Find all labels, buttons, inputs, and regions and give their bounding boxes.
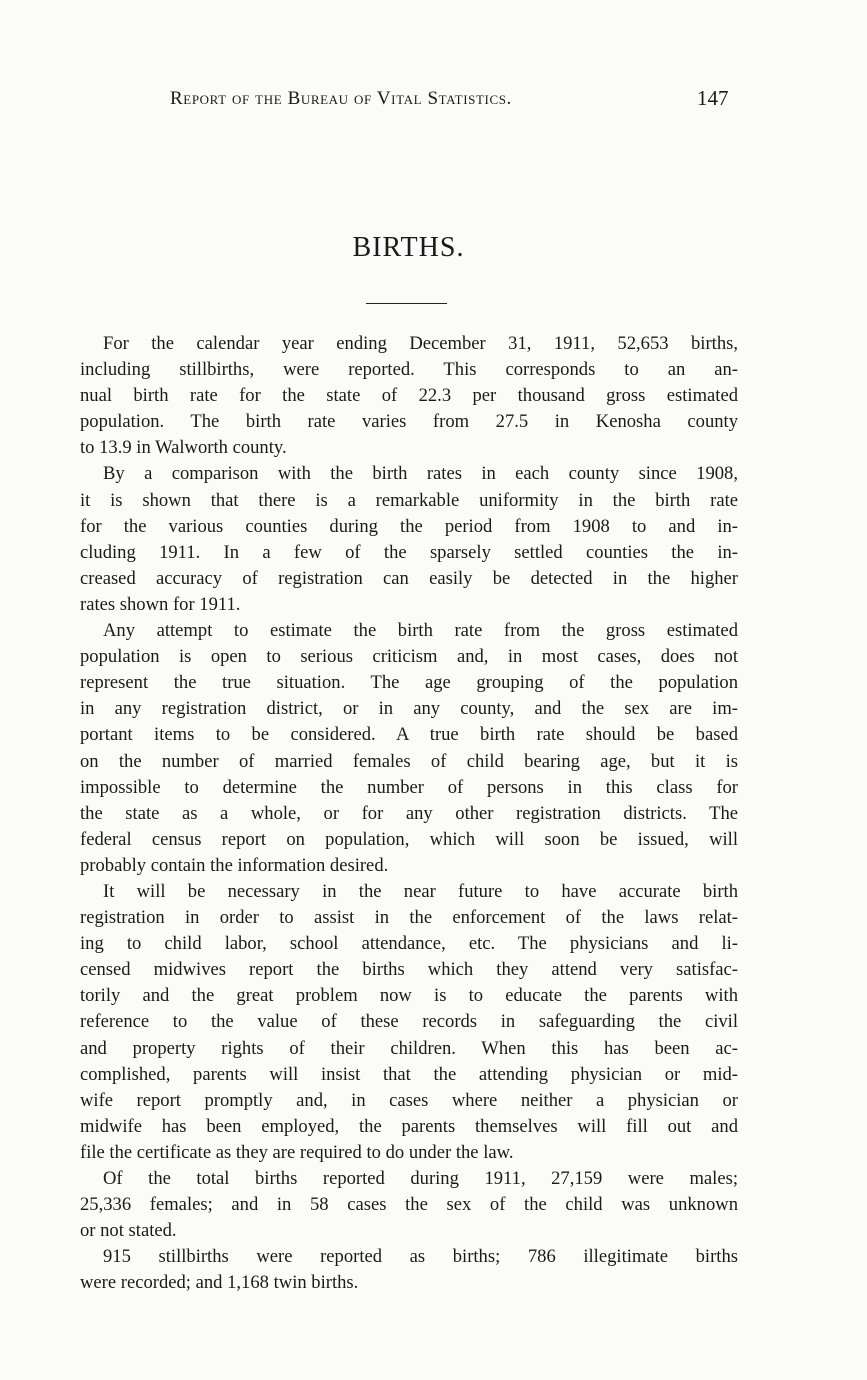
text-line: torily and the great problem now is to educate the parents with (80, 985, 738, 1007)
text-line: registration in order to assist in the enforcement of the laws relat- (80, 907, 738, 929)
text-line: impossible to determine the number of persons in this class for (80, 776, 738, 798)
text-line: and property rights of their children. When this has been ac- (80, 1037, 738, 1059)
text-line: wife report promptly and, in cases where neither a physician or (80, 1089, 738, 1111)
text-line: file the certificate as they are required to do under the law. (80, 1141, 514, 1163)
paragraph (80, 1244, 738, 1296)
text-line: probably contain the information desired. (80, 854, 389, 876)
paragraph (80, 461, 738, 618)
text-line: for the various counties during the period from 1908 to and in- (80, 515, 738, 537)
text-line: complished, parents will insist that the attending physician or mid- (80, 1063, 738, 1085)
paragraph (80, 618, 738, 879)
text-line: cluding 1911. In a few of the sparsely settled counties the in- (80, 541, 738, 563)
text-line: to 13.9 in Walworth county. (80, 437, 287, 459)
text-line: population is open to serious criticism and, in most cases, does not (80, 646, 738, 668)
section-title: BIRTHS. (352, 232, 465, 263)
text-line: For the calendar year ending December 31, 1911, 52,653 births, (103, 333, 738, 354)
body-text (80, 331, 738, 1296)
paragraph (80, 331, 738, 461)
paragraph (80, 879, 738, 1166)
text-line: 25,336 females; and in 58 cases the sex of the child was unknown (80, 1194, 738, 1216)
text-line: rates shown for 1911. (80, 593, 241, 615)
text-line: reference to the value of these records in safeguarding the civil (80, 1011, 738, 1033)
text-line: nual birth rate for the state of 22.3 per thousand gross estimated (80, 385, 738, 407)
text-line: 915 stillbirths were reported as births; 786 illegitimate births (103, 1246, 738, 1268)
paragraph (80, 1166, 738, 1244)
text-line: were recorded; and 1,168 twin births. (80, 1272, 359, 1294)
text-line: or not stated. (80, 1220, 177, 1242)
text-line: population. The birth rate varies from 27.5 in Kenosha county (80, 411, 738, 433)
text-line: creased accuracy of registration can easily be detected in the higher (80, 567, 738, 589)
text-line: represent the true situation. The age grouping of the population (80, 672, 738, 694)
text-line: federal census report on population, which will soon be issued, will (80, 828, 738, 850)
text-line: the state as a whole, or for any other registration districts. The (80, 802, 738, 824)
text-line: including stillbirths, were reported. This corresponds to an an- (80, 359, 738, 381)
text-line: Any attempt to estimate the birth rate from the gross estimated (103, 620, 738, 642)
text-line: ing to child labor, school attendance, etc. The physicians and li- (80, 933, 738, 955)
text-line: on the number of married females of child bearing age, but it is (80, 750, 738, 772)
text-line: censed midwives report the births which they attend very satisfac- (80, 959, 738, 981)
text-line: It will be necessary in the near future to have accurate birth (103, 880, 738, 902)
text-line: midwife has been employed, the parents themselves will fill out and (80, 1115, 738, 1137)
text-line: in any registration district, or in any county, and the sex are im- (80, 698, 738, 720)
page-number: 147 (697, 86, 729, 110)
text-line: By a comparison with the birth rates in each county since 1908, (103, 463, 738, 485)
running-head: Report of the Bureau of Vital Statistics. (170, 88, 512, 109)
title-rule (366, 303, 447, 304)
text-line: portant items to be considered. A true birth rate should be based (80, 724, 738, 746)
text-line: Of the total births reported during 1911, 27,159 were males; (103, 1168, 738, 1189)
text-line: it is shown that there is a remarkable uniformity in the birth rate (80, 489, 738, 511)
